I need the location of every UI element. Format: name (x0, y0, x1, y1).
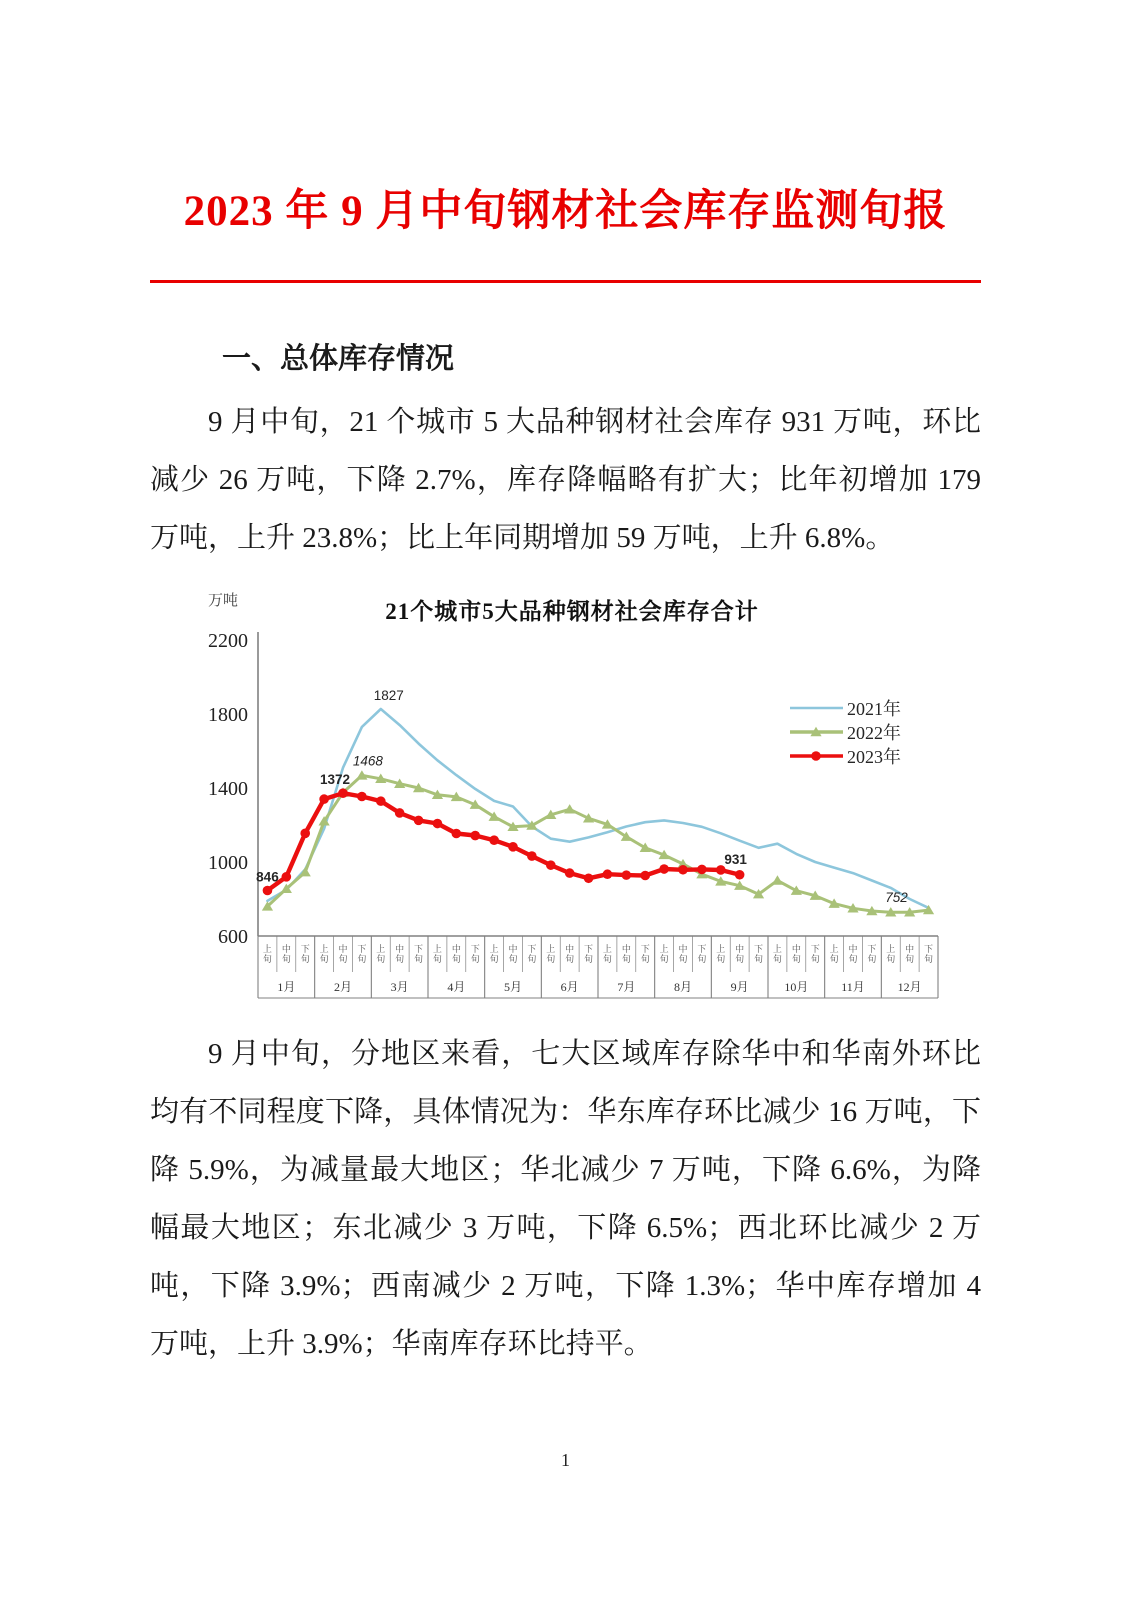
x-period-label: 中旬 (735, 944, 745, 964)
x-period-label: 上旬 (432, 944, 442, 964)
inventory-chart (186, 587, 958, 999)
x-period-label: 中旬 (451, 944, 461, 964)
x-period-label: 下旬 (754, 944, 764, 964)
data-label-752: 752 (885, 889, 908, 905)
page-number: 1 (561, 1450, 570, 1470)
x-period-label: 上旬 (262, 944, 272, 964)
x-axis (258, 936, 938, 998)
x-period-label: 中旬 (905, 944, 915, 964)
legend-label: 2021年 (847, 699, 901, 719)
x-period-label: 上旬 (716, 944, 726, 964)
x-period-label: 中旬 (678, 944, 688, 964)
x-month-label: 5月 (503, 980, 523, 994)
x-period-label: 下旬 (470, 944, 480, 964)
x-period-label: 中旬 (338, 944, 348, 964)
y-tick-label: 1400 (208, 778, 248, 800)
legend-item-2021年 (790, 698, 901, 719)
x-period-label: 上旬 (602, 944, 612, 964)
x-month-label: 6月 (560, 980, 579, 994)
x-month-label: 8月 (673, 980, 693, 994)
paragraph-overview: 9 月中旬，21 个城市 5 大品种钢材社会库存 931 万吨，环比减少 26 万吨，下降 2.7%，库存降幅略有扩大；比年初增加 179 万吨，上升 23.8%；比上年同期增加 59 万吨，上升 6.8%。 (150, 406, 981, 554)
x-period-label: 中旬 (621, 944, 631, 964)
x-period-label: 中旬 (508, 944, 518, 964)
data-label-1827: 1827 (373, 688, 404, 704)
inventory-line-chart-svg (186, 628, 958, 1008)
x-period-label: 中旬 (565, 944, 575, 964)
legend-item-2022年 (790, 722, 901, 743)
x-month-label: 12月 (897, 980, 922, 994)
x-period-label: 上旬 (772, 944, 782, 964)
paragraph-regional-detail: 9 月中旬，分地区来看，七大区域库存除华中和华南外环比均有不同程度下降，具体情况为：华东库存环比减少 16 万吨，下降 5.9%，为减量最大地区；华北减少 7 万吨，下降 6.6%，为降幅最大地区；东北减少 3 万吨，下降 6.5%；西北环比减少 2 万吨，下降 3.9%；西南减少 2 万吨，下降 1.3%；华中库存增加 4 万吨，上升 3.9%；华南库存环比持平。 (150, 1038, 981, 1360)
x-period-label: 下旬 (527, 944, 537, 964)
x-period-label: 上旬 (319, 944, 329, 964)
x-period-label: 上旬 (829, 944, 839, 964)
chart-title: 21个城市5大品种钢材社会库存合计 (385, 599, 759, 624)
y-tick-label: 600 (218, 926, 248, 948)
x-period-label: 下旬 (414, 944, 424, 964)
x-month-label: 4月 (447, 980, 466, 994)
legend-label: 2022年 (847, 723, 901, 743)
y-tick-label: 2200 (208, 630, 248, 652)
x-period-label: 上旬 (376, 944, 386, 964)
x-period-label: 下旬 (810, 944, 820, 964)
x-month-label: 9月 (730, 980, 749, 994)
x-month-label: 11月 (841, 980, 865, 994)
x-month-label: 2月 (333, 980, 353, 994)
x-period-label: 中旬 (791, 944, 801, 964)
x-period-label: 中旬 (395, 944, 405, 964)
x-month-label: 10月 (784, 980, 809, 994)
x-period-label: 下旬 (584, 944, 594, 964)
x-month-label: 1月 (277, 980, 296, 994)
chart-plot-area (186, 628, 958, 1013)
y-axis (208, 630, 258, 948)
x-period-label: 上旬 (659, 944, 669, 964)
title-underline-rule (150, 280, 981, 283)
legend-item-2023年 (790, 746, 901, 767)
x-period-label: 下旬 (640, 944, 650, 964)
x-period-label: 上旬 (546, 944, 556, 964)
data-label-846: 846 (256, 869, 279, 885)
x-period-label: 下旬 (357, 944, 367, 964)
y-tick-label: 1000 (208, 852, 248, 874)
x-period-label: 中旬 (848, 944, 858, 964)
x-period-label: 下旬 (867, 944, 877, 964)
y-tick-label: 1800 (208, 704, 248, 726)
x-period-label: 上旬 (886, 944, 896, 964)
section-heading: 一、总体库存情况 (222, 343, 455, 375)
x-month-label: 7月 (617, 980, 636, 994)
data-label-1468: 1468 (352, 753, 383, 769)
chart-legend (790, 698, 901, 767)
x-period-label: 下旬 (697, 944, 707, 964)
x-month-label: 3月 (390, 980, 409, 994)
x-period-label: 上旬 (489, 944, 499, 964)
x-period-label: 中旬 (281, 944, 291, 964)
x-period-label: 下旬 (300, 944, 310, 964)
chart-y-axis-unit-label: 万吨 (208, 593, 239, 609)
x-period-label: 下旬 (924, 944, 934, 964)
data-label-1372: 1372 (319, 772, 351, 788)
legend-label: 2023年 (847, 747, 901, 767)
data-label-931: 931 (724, 851, 747, 867)
document-title: 2023 年 9 月中旬钢材社会库存监测旬报 (183, 188, 948, 235)
